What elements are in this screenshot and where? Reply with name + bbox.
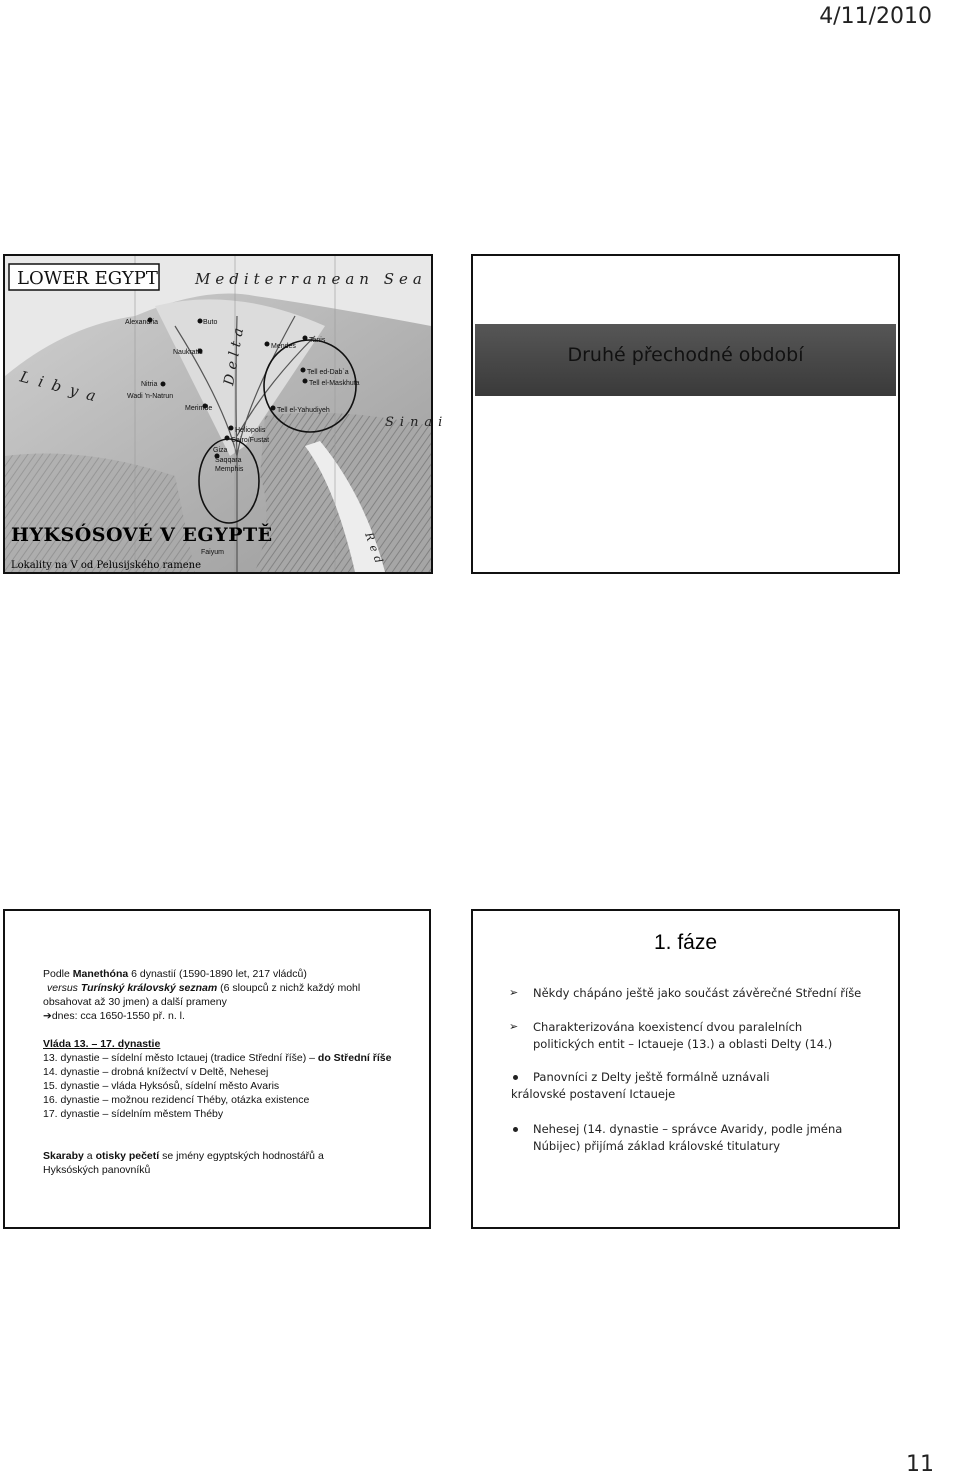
map-delta-label: Delta: [221, 321, 248, 387]
slide2-title: Druhé přechodné období: [567, 344, 804, 366]
map-sea-label: Mediterranean Sea: [195, 270, 427, 288]
map-place-label: Tell el-Yahudiyeh: [277, 407, 330, 414]
dynasty-13: [43, 1051, 391, 1065]
page-date: 4/11/2010: [819, 4, 932, 29]
dynasty-15: 15. dynastie – vláda Hyksósů, sídelní město Avaris: [43, 1080, 280, 1092]
map-place-label: Faiyum: [201, 549, 224, 556]
dot-bullet-icon: [513, 1127, 518, 1132]
map-place-label: Tell ed-Dab`a: [307, 369, 349, 376]
bullet-2-line-1: Charakterizována koexistencí dvou paralelních: [533, 1020, 803, 1034]
dating-line: [43, 1009, 185, 1023]
map-place-label: Tell el-Maskhuta: [309, 380, 360, 387]
bullet-3-line-2: královské postavení Ictaueje: [511, 1087, 676, 1101]
dynasty-14: 14. dynastie – drobná knížectví v Deltě, Nehesej: [43, 1066, 269, 1078]
map-sinai-label: Sinai: [385, 415, 449, 430]
arrow-bullet-icon: ➢: [509, 1020, 519, 1033]
versus-text: versus: [47, 982, 78, 994]
map-place-label: Merimde: [185, 405, 213, 412]
text: (6 sloupců z nichž každý mohl: [217, 982, 361, 994]
slide-map: [3, 254, 449, 574]
map-libya-label: Libya: [17, 367, 107, 408]
map-place-label: Buto: [203, 319, 218, 326]
slide-dynasties: [3, 909, 431, 1229]
slide-title: [471, 254, 900, 574]
slide4-title: 1. fáze: [653, 931, 718, 954]
dynasty-16: 16. dynastie – možnou rezidencí Théby, otázka existence: [43, 1094, 310, 1106]
bullet-3-line-1: Panovníci z Delty ještě formálně uznávali: [533, 1070, 770, 1084]
map-place-label: Heliopolis: [235, 427, 266, 434]
dynasty-17: 17. dynastie – sídelním městem Théby: [43, 1108, 224, 1120]
map-place-label: Mendes: [271, 343, 296, 350]
bullet-4-line-2: Núbijec) přijímá základ královské titulatury: [533, 1139, 781, 1153]
text: 13. dynastie – sídelní město Ictauej (tradice Střední říše) –: [43, 1052, 315, 1064]
map-place-label: Saqqara: [215, 457, 242, 464]
text: dnes: cca 1650-1550 př. n. l.: [51, 1010, 185, 1022]
map-red-label: Red: [362, 530, 387, 570]
map-place-label: Memphis: [215, 466, 244, 473]
manetho-line: [43, 967, 307, 981]
map-badge: LOWER EGYPT: [17, 268, 158, 289]
text: otisky pečetí: [95, 1150, 160, 1162]
arrow-icon: ➔: [43, 1010, 52, 1022]
bullet-2-line-2: politických entit – Ictaueje (13.) a oblasti Delty (14.): [533, 1037, 833, 1051]
rule-heading: Vláda 13. – 17. dynastie: [43, 1038, 161, 1050]
text: Podle: [43, 968, 73, 980]
slide-phase-1: [471, 909, 900, 1229]
text: Skaraby: [43, 1150, 84, 1162]
map-place-label: Naukratis: [173, 349, 203, 356]
map-place-label: Nitria: [141, 381, 158, 388]
title-band: [475, 324, 896, 396]
map-place-label: Cairo/Fustat: [231, 437, 270, 444]
text: a: [83, 1150, 96, 1162]
text: se jmény egyptských hodnostářů a: [159, 1150, 324, 1162]
bullet-4-line-1: Nehesej (14. dynastie – správce Avaridy, podle jména: [533, 1122, 843, 1136]
scarabs-line: [43, 1149, 324, 1163]
text: do Střední říše: [317, 1052, 392, 1064]
slide1-title: HYKSÓSOVÉ V EGYPTĚ: [11, 524, 273, 546]
sources-line: obsahovat až 30 jmen) a další prameny: [43, 996, 227, 1008]
slide1-subtitle: Lokality na V od Pelusijského ramene: [11, 560, 202, 571]
manetho-name: Manethóna: [72, 968, 129, 980]
page-number: 11: [906, 1452, 934, 1477]
map-place-label: Tanis: [309, 337, 326, 344]
text: 6 dynastií (1590-1890 let, 217 vládců): [128, 968, 307, 980]
scarabs-line-2: Hyksóských panovníků: [43, 1164, 151, 1176]
map-place-label: Giza: [213, 447, 228, 454]
map-place-label: Alexandria: [125, 319, 159, 326]
turin-list-name: Turínský královský seznam: [77, 982, 218, 994]
arrow-bullet-icon: ➢: [509, 986, 519, 999]
dot-bullet-icon: [513, 1075, 518, 1080]
bullet-1: Někdy chápáno ještě jako součást závěrečné Střední říše: [533, 986, 862, 1000]
turin-line: [47, 981, 360, 995]
map-place-label: Wadi 'n-Natrun: [127, 393, 174, 400]
